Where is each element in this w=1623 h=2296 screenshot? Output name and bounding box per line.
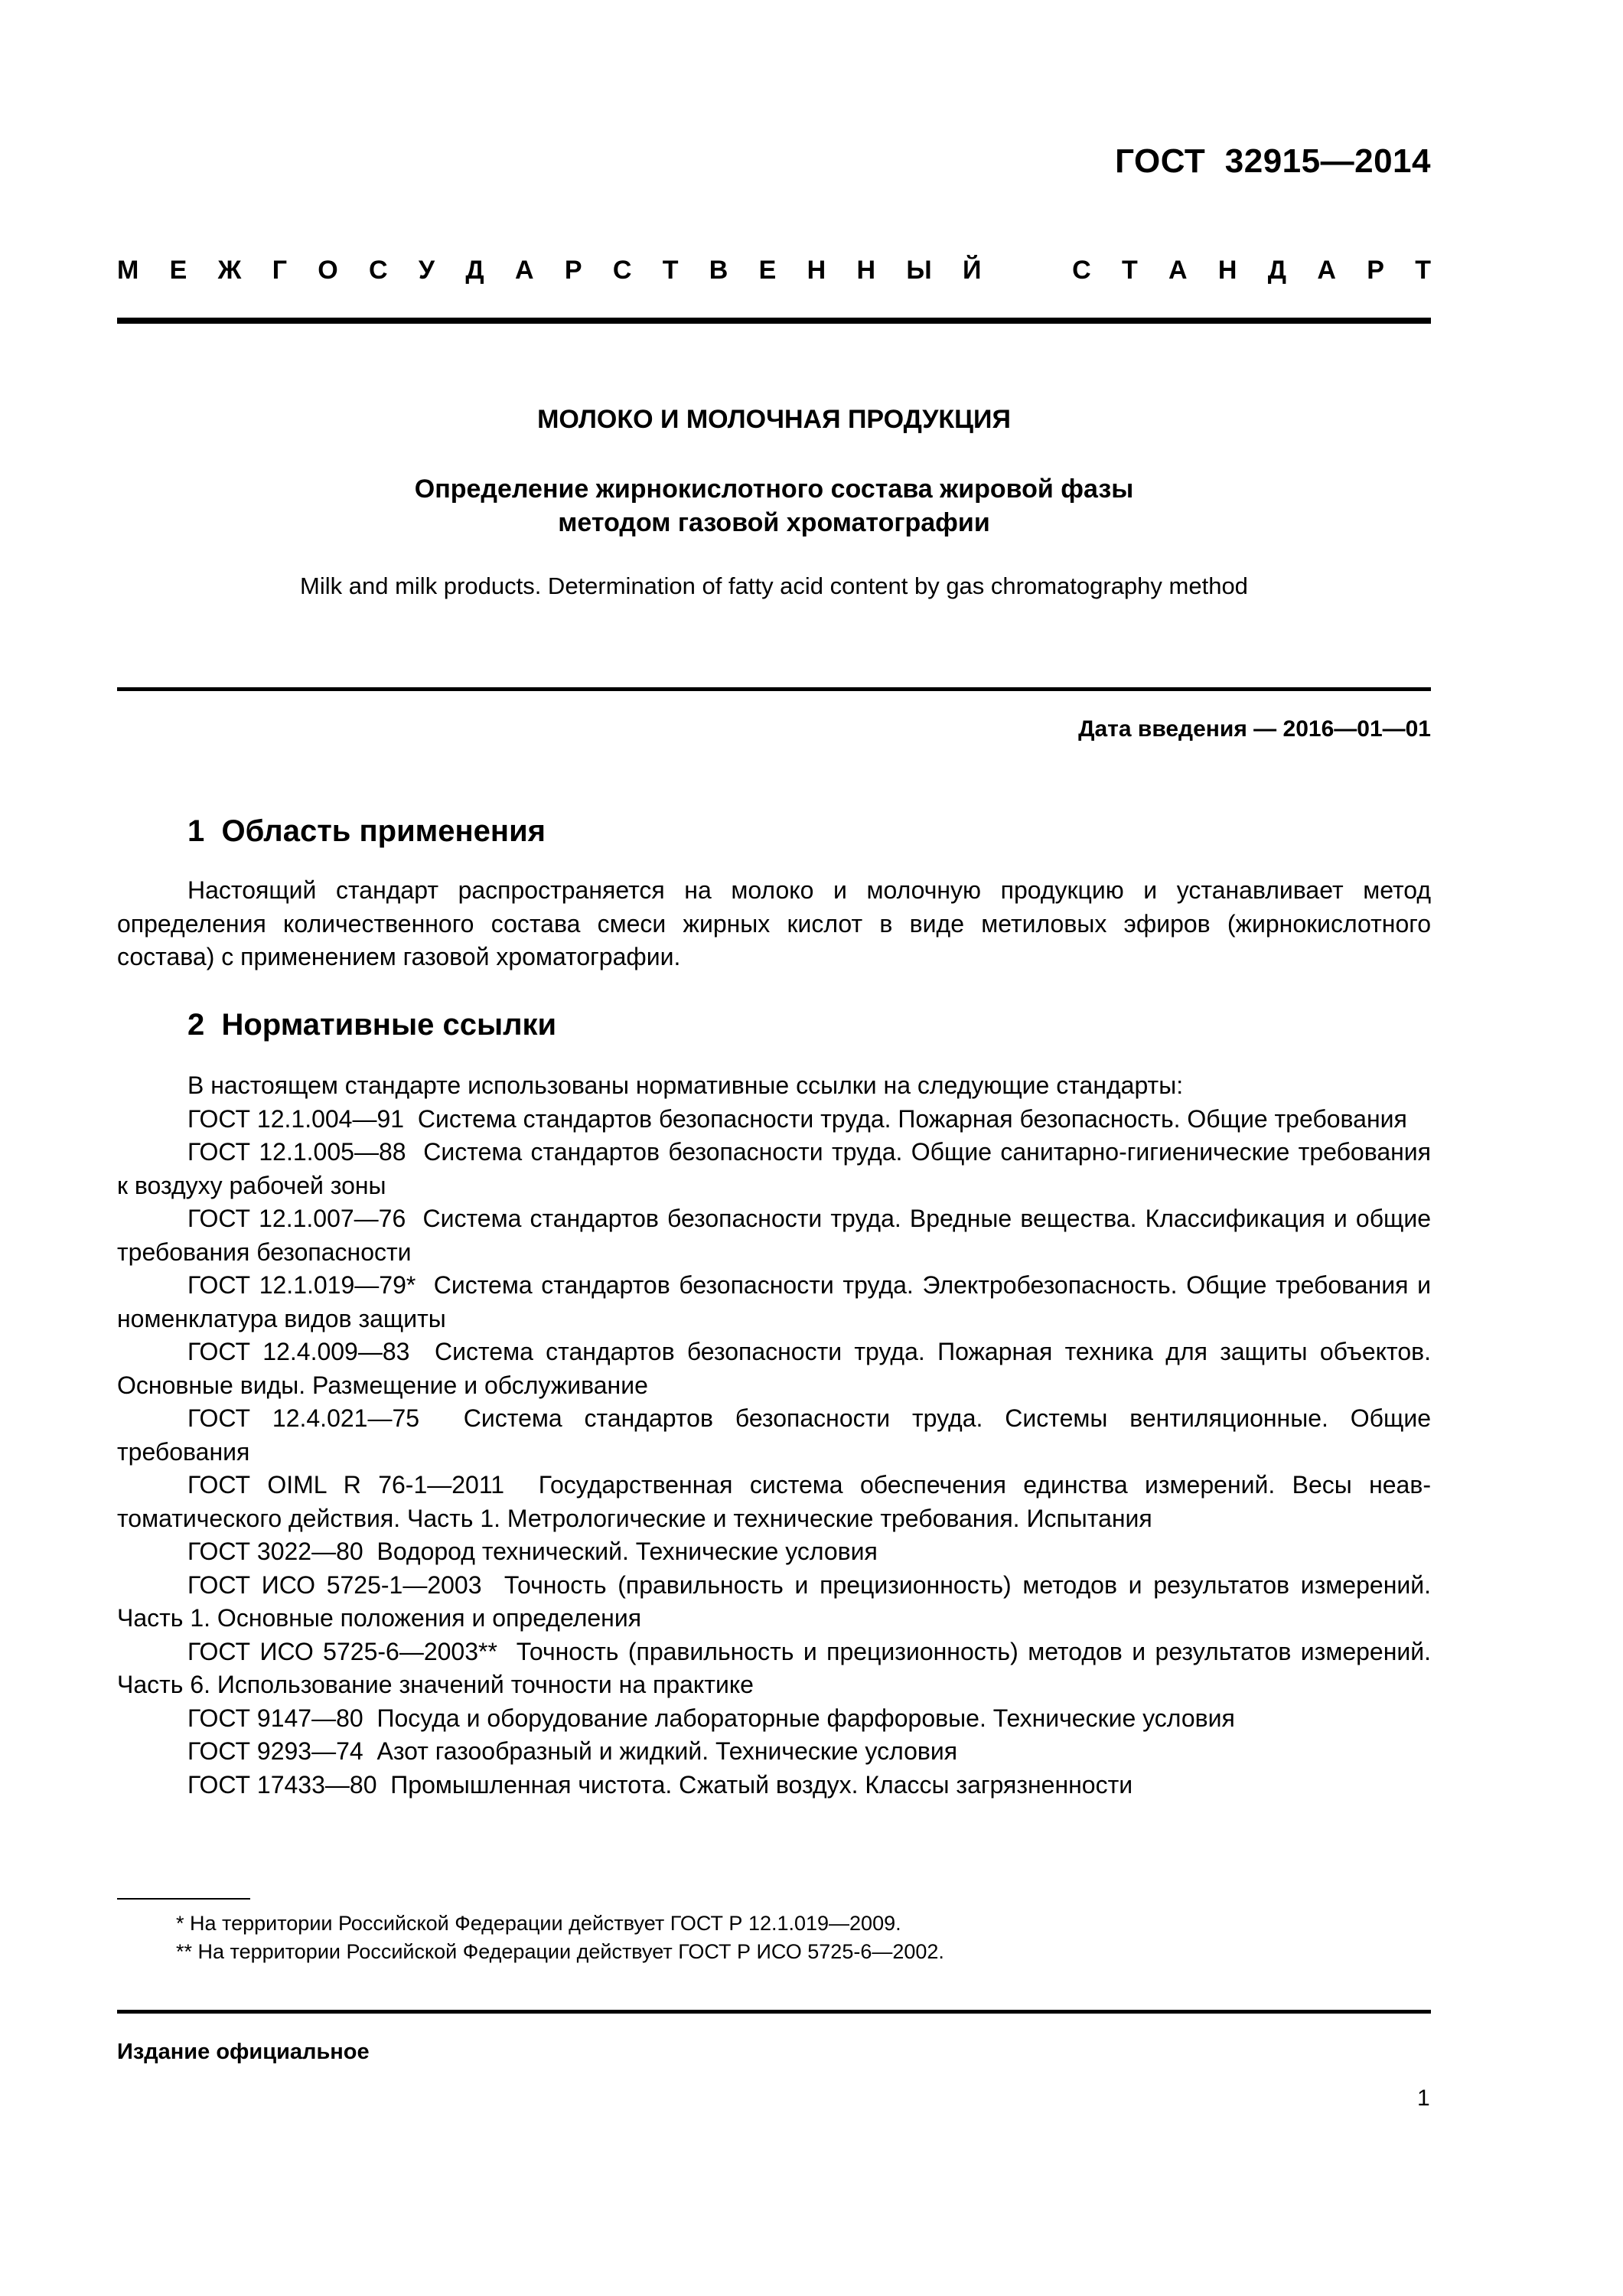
letter: Н [807,256,826,285]
paragraph: Настоящий стандарт распространяется на молоко и молочную продукцию и устанавливает метод определения количественного состава смеси жирных кислот в виде метиловых эфиров (жирнокислотного состава) с применением газовой хроматографии. [117,876,1431,970]
reference-item [117,1469,1431,1535]
english-title: Milk and milk products. Determination of fatty acid content by gas chromatography method [300,572,1248,599]
reference-title: Система стандартов безопасности труда. Пожарная безопасность. Общие требования [417,1104,1407,1133]
reference-title: Промышленная чистота. Сжатый воздух. Классы загрязненности [390,1770,1133,1799]
letter: Н [1217,256,1237,285]
letter: Г [272,256,287,285]
reference-item [117,1336,1431,1402]
document-title: МОЛОКО И МОЛОЧНАЯ ПРОДУКЦИЯ [537,405,1011,434]
letter: Д [1267,256,1287,285]
document-subtitle [117,472,1431,540]
reference-code: ГОСТ 12.4.009—83 [187,1338,410,1365]
reference-item [117,1136,1431,1202]
letter: Т [1121,256,1138,285]
reference-code: ГОСТ 3022—80 [187,1538,363,1565]
reference-item [117,1402,1431,1469]
reference-title: Посуда и оборудование лабораторные фарфоровые. Технические условия [376,1704,1235,1732]
footnote-1: * На территории Российской Федерации действует ГОСТ Р 12.1.019—2009. [176,1912,901,1935]
reference-item [117,1269,1431,1336]
reference-code: ГОСТ 9147—80 [187,1704,363,1732]
document-number: ГОСТ 32915—2014 [1115,142,1431,180]
letter: С [369,256,388,285]
footnote-2: ** На территории Российской Федерации действует ГОСТ Р ИСО 5725-6—2002. [176,1940,944,1963]
letter: А [514,256,534,285]
section-2-body [117,1069,1431,1802]
reference-title: Система стандартов безопасности труда. Вредные вещества. Классификация и общие требования безопасности [117,1205,1432,1266]
letter: Ы [906,256,932,285]
page-number: 1 [1417,2086,1430,2111]
letter: С [1072,256,1091,285]
letter: Т [662,256,679,285]
header-divider [117,318,1431,324]
letter: Е [169,256,187,285]
letter: А [1168,256,1188,285]
reference-item [117,1735,1431,1769]
official-edition-label: Издание официальное [117,2040,370,2064]
letter: Т [1415,256,1431,285]
letter: М [117,256,139,285]
letter: Е [758,256,777,285]
letter: Р [564,256,582,285]
reference-item [117,1535,1431,1569]
reference-code: ГОСТ 12.1.005—88 [187,1138,406,1166]
references-intro: В настоящем стандарте использованы нормативные ссылки на следующие стандарты: [187,1071,1184,1099]
reference-title: Азот газообразный и жидкий. Технические условия [376,1737,958,1765]
reference-title: Система стандартов безопасности труда. Системы вентиляционные. Общие требования [117,1404,1431,1466]
reference-title: Государственная система обеспечения единства измерений. Весы неавтоматического действия. Часть 1. Метрологические и технические требования. Испытания [117,1471,1432,1532]
reference-title: Система стандартов безопасности труда. Пожарная техника для защиты объектов. Основные виды. Размещение и обслуживание [117,1338,1432,1399]
section-1-body [117,874,1431,974]
interstate-standard-label [117,255,1431,285]
reference-code: ГОСТ ИСО 5725-6—2003** [187,1637,497,1665]
footer-divider [117,2010,1431,2014]
title-divider [117,687,1431,691]
reference-code: ГОСТ OIML R 76-1—2011 [187,1471,505,1499]
reference-code: ГОСТ 12.1.007—76 [187,1205,406,1232]
reference-title: Точность (правильность и прецизионность) методов и результатов измерений. Часть 6. Использование значений точности на практике [117,1637,1432,1698]
letter: Н [856,256,876,285]
letter: Р [1367,256,1384,285]
word-gap [1012,255,1041,285]
reference-code: ГОСТ 12.1.004—91 [187,1104,405,1133]
subtitle-line-2: методом газовой хроматографии [558,508,990,537]
reference-title: Водород технический. Технические условия [376,1538,878,1565]
letter: Ж [217,256,242,285]
letter: О [318,256,338,285]
reference-item [117,1769,1431,1802]
letter: Й [963,256,982,285]
reference-title: Система стандартов безопасности труда. Общие санитарно-гигиенические требования к воздуху рабочей зоны [117,1138,1432,1199]
letter: А [1317,256,1336,285]
reference-item [117,1702,1431,1736]
footnotes [117,1910,1431,1966]
reference-item [117,1636,1431,1702]
reference-title: Точность (правильность и прецизионность) методов и результатов измерений. Часть 1. Основные положения и определения [117,1570,1432,1632]
reference-code: ГОСТ 12.4.021—75 [187,1404,420,1432]
section-1-heading: 1 Область применения [187,814,546,848]
subtitle-line-1: Определение жирнокислотного состава жировой фазы [414,475,1134,504]
reference-item [117,1569,1431,1636]
section-2-heading: 2 Нормативные ссылки [187,1008,557,1042]
letter: Д [465,256,484,285]
letter: В [709,256,728,285]
reference-code: ГОСТ 17433—80 [187,1770,377,1799]
reference-title: Система стандартов безопасности труда. Электробезопасность. Общие требования и номенклатура видов защиты [117,1271,1432,1332]
letter: У [418,256,435,285]
reference-item [117,1202,1431,1269]
reference-code: ГОСТ 9293—74 [187,1737,363,1765]
reference-code: ГОСТ ИСО 5725-1—2003 [187,1570,482,1599]
reference-item [117,1103,1431,1137]
letter: С [612,256,632,285]
introduction-date: Дата введения — 2016—01—01 [1078,716,1431,742]
footnote-separator [117,1898,250,1900]
reference-code: ГОСТ 12.1.019—79* [187,1271,416,1299]
